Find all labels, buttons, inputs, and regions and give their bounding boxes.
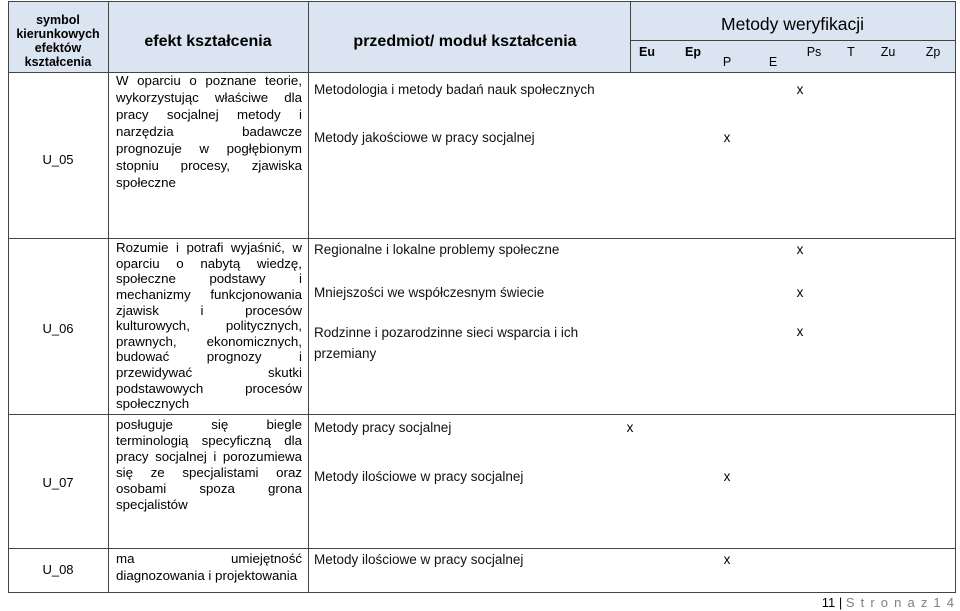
- verification-mark: x: [796, 285, 804, 300]
- effect-line: społecznych: [116, 396, 190, 412]
- effect-line: budować prognozy i: [116, 349, 302, 365]
- effect-line: Rozumie i potrafi wyjaśnić, w: [116, 240, 302, 256]
- effect-line: posługuje się biegle: [116, 417, 302, 432]
- row-symbol: U_08: [42, 562, 74, 577]
- header-method-eu: Eu: [639, 45, 655, 59]
- header-method-t: T: [847, 45, 855, 59]
- effect-line: zjawisk i procesów: [116, 302, 302, 318]
- header-symbol: symbol kierunkowych efektów kształcenia: [16, 13, 100, 69]
- effect-line: osobami spoza grona: [116, 481, 302, 496]
- effect-line: prawnych, ekonomicznych,: [116, 333, 302, 349]
- table-border: [8, 414, 956, 415]
- effect-line: stopniu procesy, zjawiska: [116, 158, 302, 173]
- header-subject: przedmiot/ moduł kształcenia: [353, 33, 577, 50]
- table-border: [630, 1, 631, 72]
- page-number: 11: [821, 595, 836, 610]
- table-border: [630, 40, 956, 41]
- effect-line: wykorzystując właściwe dla: [116, 90, 302, 105]
- row-symbol: U_05: [42, 152, 74, 167]
- effect-line: prognozuje w pogłębionym: [116, 141, 302, 156]
- effect-line: mechanizmy funkcjonowania: [116, 286, 302, 302]
- row-symbol: U_06: [42, 321, 74, 336]
- subject-name: Mniejszości we współczesnym świecie: [314, 285, 545, 300]
- subject-name: Metodologia i metody badań nauk społecznych: [314, 82, 595, 97]
- effect-line: ma umiejętność: [116, 550, 302, 566]
- table-border: [8, 1, 956, 2]
- header-method-e: E: [768, 55, 778, 69]
- effect-text: [116, 550, 302, 584]
- effect-line: kulturowych, politycznych,: [116, 318, 302, 334]
- effect-line: terminologią specyficzną dla: [116, 433, 302, 448]
- subject-name: Regionalne i lokalne problemy społeczne: [314, 242, 560, 257]
- verification-mark: x: [796, 324, 804, 339]
- table-border: [8, 1, 9, 593]
- verification-mark: x: [796, 82, 804, 97]
- effect-text: [116, 417, 302, 513]
- effect-line: diagnozowania i projektowania: [116, 567, 298, 583]
- effect-line: specjalistów: [116, 497, 188, 512]
- row-symbol: U_07: [42, 475, 74, 490]
- table-border: [308, 1, 309, 593]
- subject-name: Rodzinne i pozarodzinne sieci wsparcia i ich przemiany: [314, 324, 579, 361]
- effect-line: przewidywać skutki: [116, 364, 302, 380]
- table-border: [8, 238, 956, 239]
- verification-mark: x: [723, 552, 731, 567]
- header-method-p: P: [722, 55, 732, 69]
- effect-line: W oparciu o poznane teorie,: [116, 73, 302, 88]
- subject-name: Metody ilościowe w pracy socjalnej: [314, 552, 524, 567]
- verification-mark: x: [723, 469, 731, 484]
- effect-line: społeczne podstawy i: [116, 271, 302, 287]
- effect-line: oparciu o nabytą wiedzę,: [116, 255, 302, 271]
- table-border: [108, 1, 109, 593]
- verification-mark: x: [723, 130, 731, 145]
- effect-line: pracy socjalnej i porozumiewa: [116, 449, 302, 464]
- table-border: [955, 1, 956, 593]
- page-footer: [822, 595, 954, 610]
- header-effect: efekt kształcenia: [144, 33, 272, 50]
- effect-text: [116, 72, 302, 191]
- table-border: [8, 592, 956, 593]
- header-method-zu: Zu: [880, 45, 896, 59]
- subject-name: Metody jakościowe w pracy socjalnej: [314, 130, 535, 145]
- header-method-ep: Ep: [685, 45, 701, 59]
- subject-name: Metody pracy socjalnej: [314, 420, 452, 435]
- page-count-label: S t r o n a z 1 4: [845, 595, 954, 610]
- subject-name: Metody ilościowe w pracy socjalnej: [314, 469, 524, 484]
- verification-mark: x: [796, 242, 804, 257]
- effect-line: pracy socjalnej metody i: [116, 107, 302, 122]
- verification-mark: x: [626, 420, 634, 435]
- footer-separator: |: [838, 595, 843, 610]
- header-method-ps: Ps: [806, 45, 822, 59]
- effect-line: narzędzia badawcze: [116, 124, 302, 139]
- effect-line: społeczne: [116, 175, 176, 190]
- header-method-zp: Zp: [925, 45, 941, 59]
- effect-text: [116, 240, 302, 412]
- effect-line: podstawowych procesów: [116, 380, 302, 396]
- header-methods-title: Metody weryfikacji: [721, 14, 864, 34]
- effect-line: się ze specjalistami oraz: [116, 465, 302, 480]
